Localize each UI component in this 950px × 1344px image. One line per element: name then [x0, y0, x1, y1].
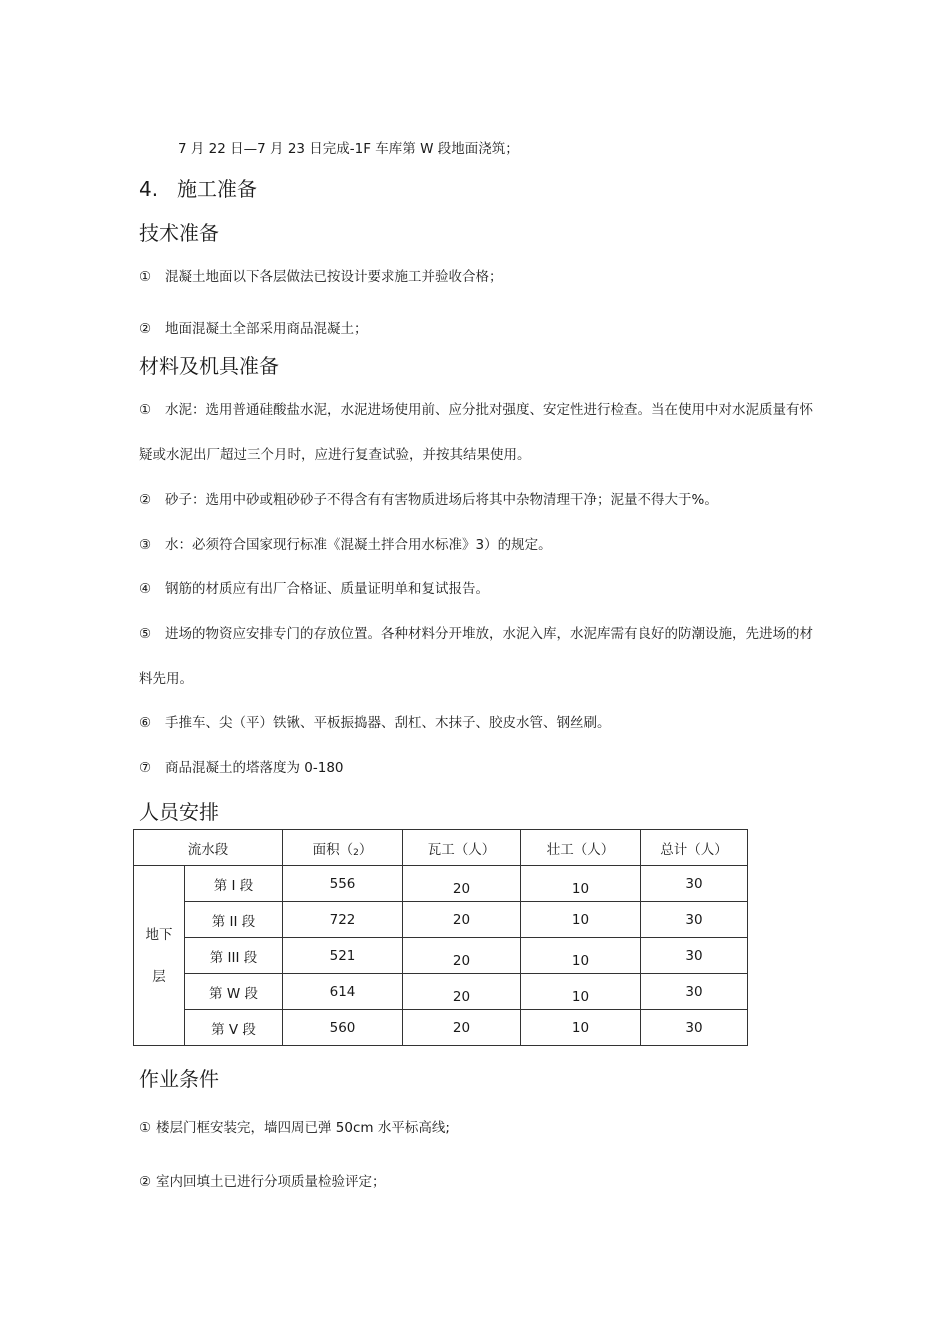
material-item-5 — [139, 625, 813, 643]
list-item-text: 钢筋的材质应有出厂合格证、质量证明单和复试报告。 — [165, 581, 489, 597]
section-title: 施工准备 — [177, 177, 257, 201]
cell-tile: 20 — [403, 938, 521, 974]
list-item-text: 混凝土地面以下各层做法已按设计要求施工并验收合格； — [165, 269, 503, 285]
section-number: 4. — [139, 177, 159, 201]
cell-area: 521 — [283, 938, 403, 974]
cell-labor: 10 — [521, 902, 641, 938]
material-item-5-continued: 料先用。 — [139, 671, 193, 687]
list-item-text: 地面混凝土全部采用商品混凝土； — [165, 321, 368, 337]
material-item-1-continued: 疑或水泥出厂超过三个月时，应进行复查试验，并按其结果使用。 — [139, 447, 531, 463]
cell-area: 614 — [283, 974, 403, 1010]
list-marker: ④ — [139, 581, 152, 597]
cell-tile: 20 — [403, 902, 521, 938]
list-item-text: 砂子：选用中砂或粗砂砂子不得含有有害物质进场后将其中杂物清理干净；泥量不得大于%。 — [165, 492, 718, 508]
list-marker: ⑤ — [139, 626, 152, 642]
material-item-7 — [139, 759, 344, 777]
cell-labor: 10 — [521, 974, 641, 1010]
staffing-heading: 人员安排 — [139, 800, 219, 824]
cell-section: 第 II 段 — [185, 902, 283, 938]
group-label-line-2: 层 — [152, 968, 166, 985]
list-item-text: 水：必须符合国家现行标准《混凝土拌合用水标准》3）的规定。 — [165, 537, 552, 553]
cell-total: 30 — [641, 902, 748, 938]
table-row — [134, 902, 748, 938]
cell-section: 第 V 段 — [185, 1010, 283, 1046]
list-item-text: 商品混凝土的塔落度为 0-180 — [165, 760, 344, 776]
cell-section: 第 W 段 — [185, 974, 283, 1010]
header-total: 总计（人） — [641, 830, 748, 866]
list-marker: ① — [139, 402, 152, 418]
list-marker: ② — [139, 492, 152, 508]
table-row — [134, 866, 748, 902]
list-marker: ③ — [139, 537, 152, 553]
cell-section: 第 III 段 — [185, 938, 283, 974]
material-prep-heading: 材料及机具准备 — [139, 354, 279, 378]
header-section: 流水段 — [134, 830, 283, 866]
table-row — [134, 938, 748, 974]
tech-prep-item-2 — [139, 320, 368, 338]
material-item-1 — [139, 401, 813, 419]
cell-labor: 10 — [521, 1010, 641, 1046]
table-header-row — [134, 830, 748, 866]
list-marker: ① — [139, 1120, 152, 1136]
cell-total: 30 — [641, 1010, 748, 1046]
material-item-2 — [139, 491, 718, 509]
cell-total: 30 — [641, 974, 748, 1010]
list-marker: ① — [139, 269, 152, 285]
cell-area: 722 — [283, 902, 403, 938]
cell-labor: 10 — [521, 938, 641, 974]
cell-total: 30 — [641, 866, 748, 902]
work-condition-item-1 — [139, 1119, 450, 1137]
schedule-line: 7 月 22 日—7 月 23 日完成-1F 车库第 W 段地面浇筑； — [178, 141, 519, 157]
list-item-text: 楼层门框安装完，墙四周已弹 50cm 水平标高线; — [156, 1120, 450, 1136]
header-area — [283, 830, 403, 866]
group-label-line-1: 地下 — [145, 926, 173, 943]
list-item-text: 室内回填土已进行分项质量检验评定； — [156, 1174, 386, 1190]
work-conditions-heading: 作业条件 — [139, 1067, 219, 1091]
list-marker: ⑥ — [139, 715, 152, 731]
cell-tile: 20 — [403, 974, 521, 1010]
list-marker: ② — [139, 321, 152, 337]
header-tile-workers: 瓦工（人） — [403, 830, 521, 866]
list-marker: ⑦ — [139, 760, 152, 776]
table-row — [134, 974, 748, 1010]
cell-labor: 10 — [521, 866, 641, 902]
material-item-6 — [139, 714, 611, 732]
header-area-close: ） — [358, 841, 373, 858]
material-item-4 — [139, 580, 489, 598]
work-condition-item-2 — [139, 1173, 386, 1191]
section-4-heading — [139, 176, 257, 202]
material-item-3 — [139, 536, 552, 554]
table-row — [134, 1010, 748, 1046]
header-area-unit: 2 — [353, 847, 359, 858]
header-area-label: 面积（ — [312, 841, 354, 858]
header-laborers: 壮工（人） — [521, 830, 641, 866]
list-item-text: 进场的物资应安排专门的存放位置。各种材料分开堆放，水泥入库，水泥库需有良好的防潮设施，先进场的材 — [165, 626, 813, 642]
cell-area: 556 — [283, 866, 403, 902]
cell-area: 560 — [283, 1010, 403, 1046]
cell-tile: 20 — [403, 866, 521, 902]
tech-prep-heading: 技术准备 — [139, 221, 219, 245]
list-item-text: 手推车、尖（平）铁锹、平板振捣器、刮杠、木抹子、胶皮水管、钢丝刷。 — [165, 715, 611, 731]
staffing-table — [133, 829, 748, 1046]
cell-tile: 20 — [403, 1010, 521, 1046]
list-item-text: 水泥：选用普通硅酸盐水泥，水泥进场使用前、应分批对强度、安定性进行检查。当在使用中对水泥质量有怀 — [165, 402, 813, 418]
list-marker: ② — [139, 1174, 152, 1190]
cell-section: 第 I 段 — [185, 866, 283, 902]
group-label-cell — [134, 866, 185, 1046]
cell-total: 30 — [641, 938, 748, 974]
tech-prep-item-1 — [139, 268, 503, 286]
